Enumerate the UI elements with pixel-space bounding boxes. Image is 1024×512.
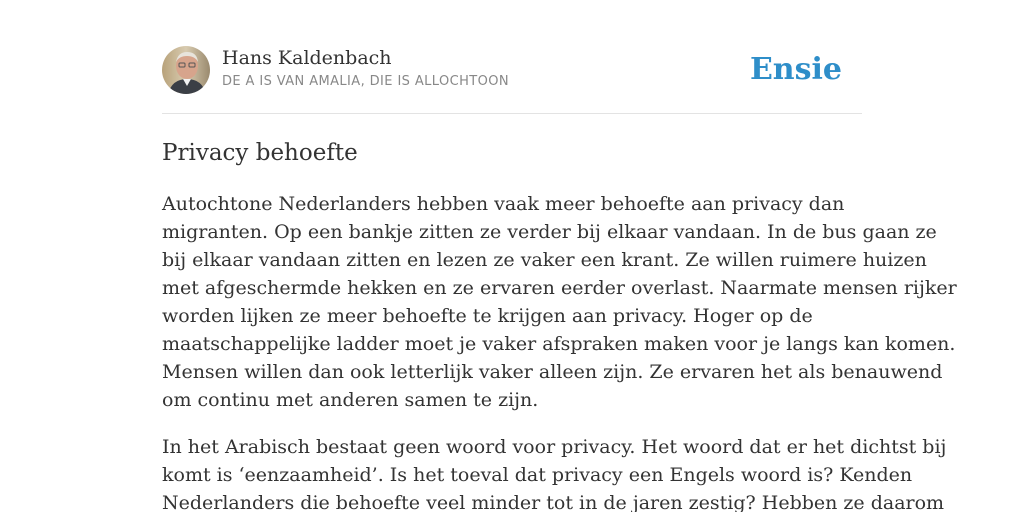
article-title: Privacy behoefte <box>162 140 358 166</box>
paragraph-line: Mensen willen dan ook letterlijk vaker alleen zijn. Ze ervaren het als benauwend <box>162 361 943 383</box>
brand-logo[interactable]: Ensie <box>749 52 842 87</box>
paragraph-line: Nederlanders die behoefte veel minder tot in de jaren zestig? Hebben ze daarom <box>162 492 945 512</box>
paragraph-line: migranten. Op een bankje zitten ze verder bij elkaar vandaan. In de bus gaan ze <box>162 221 937 243</box>
header-divider <box>162 113 862 114</box>
paragraph-line: met afgeschermde hekken en ze ervaren eerder overlast. Naarmate mensen rijker <box>162 277 957 299</box>
paragraph-line: komt is ‘eenzaamheid’. Is het toeval dat privacy een Engels woord is? Kenden <box>162 464 913 486</box>
article-header <box>162 46 862 96</box>
paragraph-line: om continu met anderen samen te zijn. <box>162 389 539 411</box>
paragraph-line: In het Arabisch bestaat geen woord voor privacy. Het woord dat er het dichtst bij <box>162 436 947 458</box>
article-body <box>162 190 957 512</box>
author-tagline: DE A IS VAN AMALIA, DIE IS ALLOCHTOON <box>222 74 509 89</box>
author-photo-icon <box>162 46 210 94</box>
paragraph-line: Autochtone Nederlanders hebben vaak meer behoefte aan privacy dan <box>162 193 845 215</box>
article-paragraph <box>162 190 957 414</box>
article-paragraph <box>162 433 947 512</box>
paragraph-line: worden lijken ze meer behoefte te krijgen aan privacy. Hoger op de <box>162 305 813 327</box>
author-name[interactable]: Hans Kaldenbach <box>222 47 392 69</box>
paragraph-line: bij elkaar vandaan zitten en lezen ze vaker een krant. Ze willen ruimere huizen <box>162 249 927 271</box>
paragraph-line: maatschappelijke ladder moet je vaker afspraken maken voor je langs kan komen. <box>162 333 956 355</box>
author-avatar[interactable] <box>162 46 210 94</box>
